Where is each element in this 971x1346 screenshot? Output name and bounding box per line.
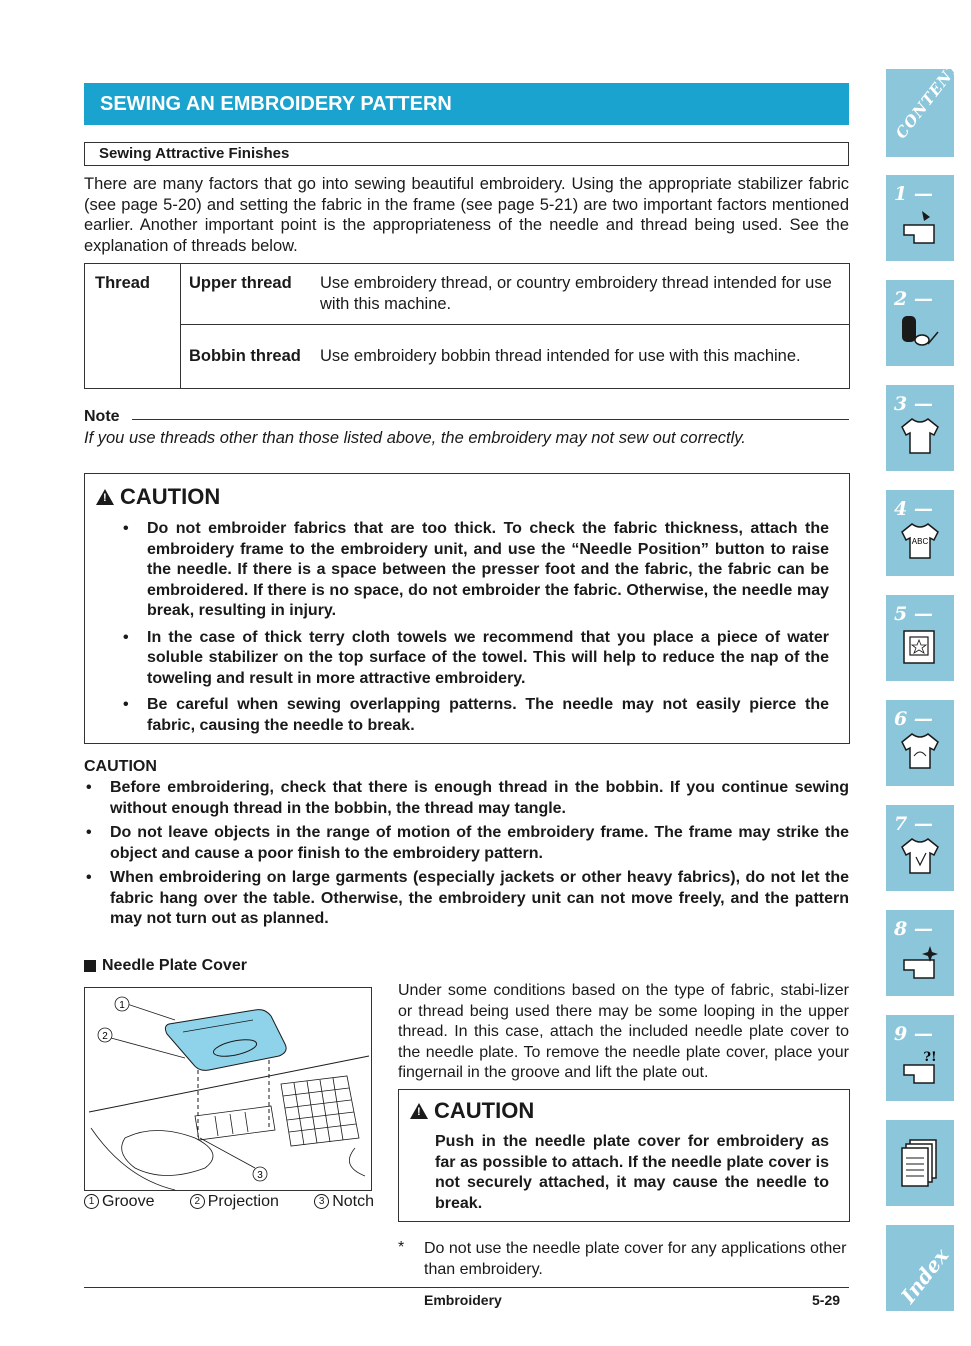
tab-pages[interactable] [886,1120,954,1206]
figure-legend [84,1193,374,1211]
tab-chapter-6[interactable] [886,700,954,786]
embroidery-frame-icon [900,625,940,667]
caution-box-main [84,473,850,744]
caution-heading [410,1098,534,1124]
tab-chapter-1[interactable] [886,175,954,261]
page-title: SEWING AN EMBROIDERY PATTERN [84,83,849,125]
section-subheading: Sewing Attractive Finishes [84,142,849,166]
tab-chapter-7[interactable] [886,805,954,891]
note-rule [132,419,849,420]
warning-triangle-icon [96,489,114,505]
tab-chapter-9[interactable] [886,1015,954,1101]
shirt-edit-icon [900,835,940,877]
footer-rule [84,1287,849,1288]
bobbin-thread-label: Bobbin thread [189,347,301,365]
needle-plate-heading-text: Needle Plate Cover [102,957,247,974]
footnote-mark: * [398,1239,405,1256]
callout-1: 1 [119,1000,125,1011]
list-item: • In the case of thick terry cloth towels we recommend that you place a piece of water soluble stabilizer on the top surface of the towel. This will help to reduce the nap of the toweling and result in more attractive embroidery. [147,628,829,690]
note-label: Note [84,408,120,425]
tab-chapter-6-label: 6 — [894,708,933,730]
needle-plate-figure [84,987,372,1191]
sewing-machine-icon [900,205,940,247]
upper-thread-desc: Use embroidery thread, or country embroidery thread intended for use with this machine. [320,274,832,313]
warning-triangle-icon [410,1103,428,1119]
table-row [181,325,850,389]
legend-groove: 1 Groove [84,1193,154,1211]
footer-section: Embroidery [424,1292,502,1308]
tab-chapter-2-label: 2 — [894,288,933,310]
caution-list [147,519,829,736]
list-item: • Be careful when sewing overlapping patterns. The needle may not easily pierce the fabric, causing the needle to break. [147,695,829,736]
sewing-machine-help-icon [900,1045,940,1087]
needle-plate-caution-text: Push in the needle plate cover for embroidery as far as possible to attach. If the needle plate cover is not securely attached, it may cause the needle to break. [435,1133,829,1212]
caution-2-list [110,778,849,930]
tab-chapter-3[interactable] [886,385,954,471]
caution-heading [96,484,220,510]
thread-header: Thread [85,264,181,389]
square-bullet-icon [84,960,96,972]
list-item: • Do not leave objects in the range of motion of the embroidery frame. The frame may strike the object and cause a poor finish to the embroidery pattern. [110,823,849,864]
upper-thread-label: Upper thread [189,274,292,292]
intro-paragraph: There are many factors that go into sewing beautiful embroidery. Using the appropriate stabilizer fabric (see page 5-20) and setting the fabric in the frame (see page 5-21) are two important factors mentioned earlier. Another important point is the appropriateness of the needle and thread being used. See the explanation of threads below. [84,175,849,255]
svg-text:?!: ?! [923,1050,937,1065]
callout-3: 3 [257,1170,263,1181]
tab-chapter-1-label: 1 — [894,183,933,205]
needle-plate-paragraph: Under some conditions based on the type of fabric, stabi-lizer or thread being used there may be some looping in the upper thread. In this case, attach the included needle plate cover to the needle plate. To remove the needle plate cover, place your fingernail in the groove and lift the plate out. [398,982,849,1081]
tab-chapter-5-label: 5 — [894,603,933,625]
needle-plate-illustration [85,988,371,1190]
shirt-design-icon [900,730,940,772]
tab-chapter-8-label: 8 — [894,918,933,940]
tab-chapter-7-label: 7 — [894,813,933,835]
caution-title: CAUTION [434,1098,535,1123]
tab-chapter-4-label: 4 — [894,498,933,520]
list-item: • Do not embroider fabrics that are too thick. To check the fabric thickness, attach the embroidery frame to the embroidery unit, and use the “Needle Position” button to raise the needle. If there is a space between the presser foot and the fabric, the fabric can be embroidered. If there is no space, do not embroider the fabric. Otherwise, the needle may break, resulting in injury. [147,519,829,622]
thread-table [84,263,850,389]
callout-2: 2 [102,1031,108,1042]
bobbin-thread-desc: Use embroidery bobbin thread intended for use with this machine. [320,347,801,365]
shirt-icon [900,415,940,457]
footer-page-number: 5-29 [812,1292,841,1308]
tab-index[interactable] [886,1225,954,1311]
shirt-abc-icon [900,520,940,562]
svg-text:ABC: ABC [911,537,929,546]
note-text: If you use threads other than those listed above, the embroidery may not sew out correctly. [84,429,746,447]
tab-chapter-2[interactable] [886,280,954,366]
sewing-machine-sparkle-icon [900,940,940,982]
caution-2-title: CAUTION [84,758,157,775]
document-pages-icon [900,1138,940,1190]
tab-chapter-4[interactable] [886,490,954,576]
legend-projection: 2 Projection [190,1193,279,1211]
footnote-text: Do not use the needle plate cover for any applications other than embroidery. [424,1240,847,1278]
list-item: • When embroidering on large garments (especially jackets or other heavy fabrics), do not let the fabric hang over the table. Otherwise, the embroidery unit can not move freely, and the pattern may not turn out as planned. [110,868,849,930]
legend-notch: 3 Notch [314,1193,374,1211]
tab-chapter-8[interactable] [886,910,954,996]
tab-contents[interactable] [886,48,971,157]
tab-contents-label: CONTENTS [892,48,971,143]
tab-index-label: Index [896,1243,954,1308]
table-row [181,264,850,325]
thread-spool-icon [900,310,940,352]
tab-chapter-9-label: 9 — [894,1023,933,1045]
list-item: • Before embroidering, check that there is enough thread in the bobbin. If you continue sewing without enough thread in the bobbin, the thread may tangle. [110,778,849,819]
tab-chapter-5[interactable] [886,595,954,681]
caution-title: CAUTION [120,484,221,509]
needle-plate-heading [84,957,247,975]
caution-box-needle-plate [398,1089,850,1222]
tab-chapter-3-label: 3 — [894,393,933,415]
